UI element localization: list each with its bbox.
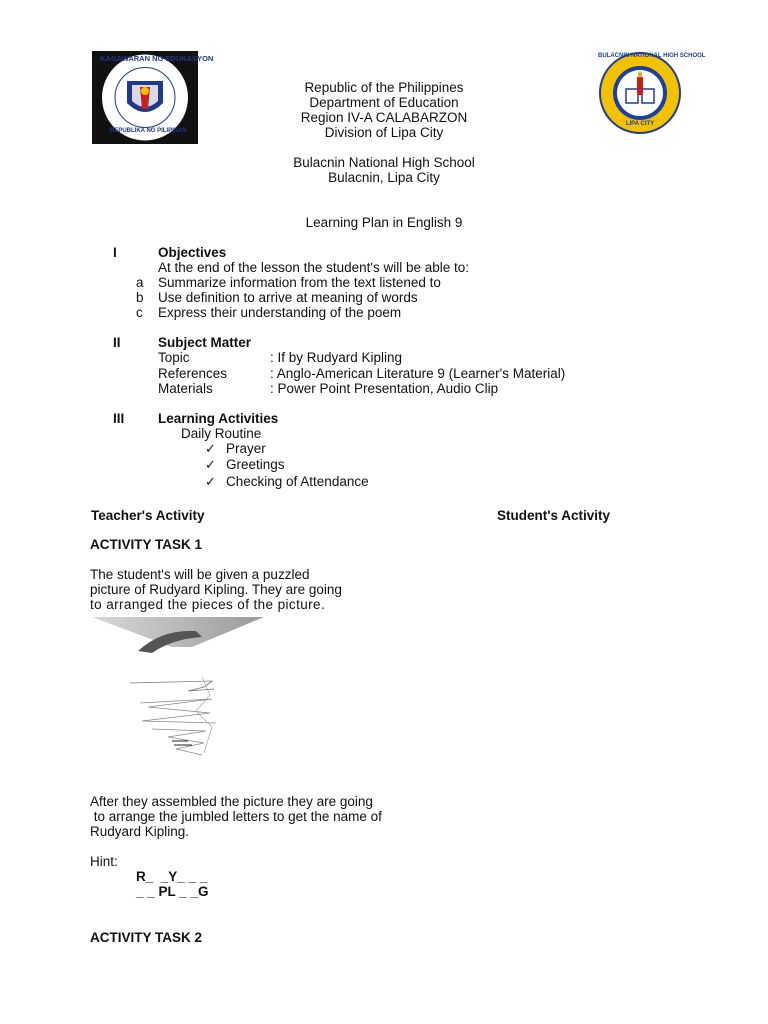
checkmark-icon: ✓ <box>205 474 216 489</box>
subject-matter-number: II <box>113 335 121 350</box>
learning-activities-number: III <box>113 411 125 426</box>
hint-line-2: _ _ PL _ _G <box>136 884 209 899</box>
references-value: : Anglo-American Literature 9 (Learner's Material) <box>270 366 566 381</box>
task1-text-line-1: The student's will be given a puzzled <box>90 567 310 582</box>
puzzle-picture <box>92 617 264 765</box>
school-seal-top-text: BULACNIN NATIONAL HIGH SCHOOL <box>598 53 706 59</box>
learning-activities-heading: Learning Activities <box>158 411 279 426</box>
topic-value: : If by Rudyard Kipling <box>270 350 403 365</box>
objectives-intro: At the end of the lesson the student's will be able to: <box>158 260 470 275</box>
objective-letter-b: b <box>136 290 144 305</box>
materials-value: : Power Point Presentation, Audio Clip <box>270 381 499 396</box>
subject-matter-heading: Subject Matter <box>158 335 252 350</box>
task1-text-line-4: After they assembled the picture they are going <box>90 794 373 809</box>
activity-task-2-heading: ACTIVITY TASK 2 <box>90 930 203 945</box>
objectives-heading: Objectives <box>158 245 227 260</box>
objective-letter-a: a <box>136 275 144 290</box>
header-line-4: Division of Lipa City <box>324 125 444 140</box>
school-name: Bulacnin National High School <box>293 155 475 170</box>
hint-line-1: R_ _Y_ _ _ <box>136 869 208 884</box>
school-seal-bottom-text: LIPA CITY <box>625 121 655 127</box>
deped-seal-top-text: KAGAWARAN NG EDUKASYON <box>100 54 214 63</box>
daily-routine-label: Daily Routine <box>181 426 262 441</box>
header-line-1: Republic of the Philippines <box>304 80 464 95</box>
topic-label: Topic <box>158 350 190 365</box>
routine-item-attendance: Checking of Attendance <box>226 474 369 489</box>
checkmark-icon: ✓ <box>205 441 216 456</box>
school-location: Bulacnin, Lipa City <box>328 170 440 185</box>
student-activity-heading: Student's Activity <box>497 508 610 523</box>
routine-item-greetings: Greetings <box>226 457 285 472</box>
routine-item-prayer: Prayer <box>226 441 266 456</box>
deped-seal-bottom-text: REPUBLIKA NG PILIPINAS <box>110 128 187 134</box>
task1-text-line-3: to arranged the pieces of the picture. <box>90 597 326 612</box>
header-line-3: Region IV-A CALABARZON <box>300 110 468 125</box>
task1-text-line-5: to arrange the jumbled letters to get the name of <box>90 809 382 824</box>
objectives-number: I <box>113 245 117 260</box>
references-label: References <box>158 366 228 381</box>
activity-task-1-heading: ACTIVITY TASK 1 <box>90 537 203 552</box>
objective-item-a: Summarize information from the text listened to <box>158 275 441 290</box>
objective-item-b: Use definition to arrive at meaning of words <box>158 290 418 305</box>
teacher-activity-heading: Teacher's Activity <box>91 508 205 523</box>
checkmark-icon: ✓ <box>205 457 216 472</box>
plan-title: Learning Plan in English 9 <box>305 215 463 230</box>
task1-text-line-2: picture of Rudyard Kipling. They are going <box>90 582 342 597</box>
objective-item-c: Express their understanding of the poem <box>158 305 402 320</box>
task1-text-line-6: Rudyard Kipling. <box>90 824 190 839</box>
hint-label: Hint: <box>90 854 118 869</box>
materials-label: Materials <box>158 381 213 396</box>
header-line-2: Department of Education <box>309 95 459 110</box>
objective-letter-c: c <box>136 305 143 320</box>
